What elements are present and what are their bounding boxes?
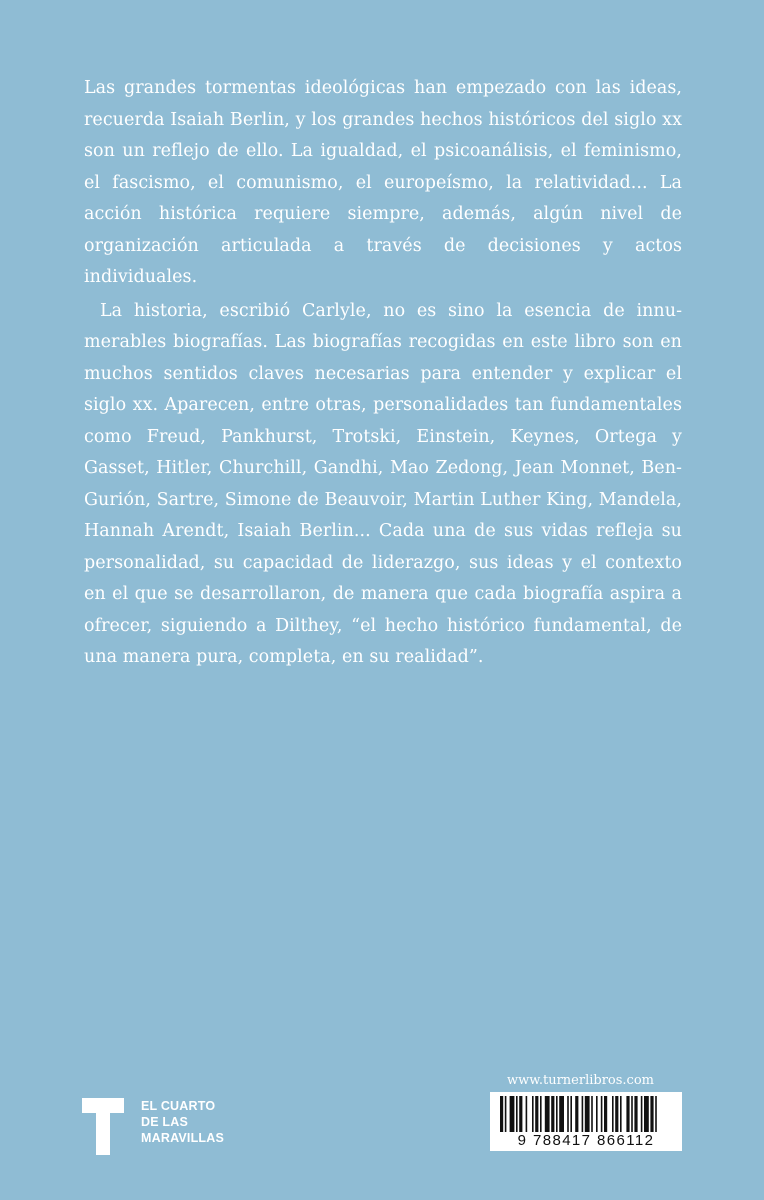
barcode-bar xyxy=(575,1096,578,1132)
publisher-block xyxy=(82,1098,224,1155)
imprint-name xyxy=(141,1098,224,1146)
publisher-website: www.turnerlibros.com xyxy=(507,1073,654,1088)
barcode-bar xyxy=(567,1096,569,1132)
barcode-bar xyxy=(519,1096,522,1132)
isbn-barcode xyxy=(490,1092,682,1151)
barcode-bar xyxy=(582,1096,584,1132)
barcode-bar xyxy=(620,1096,622,1132)
barcode-bar xyxy=(604,1096,607,1132)
blurb-paragraph-2: La historia, escribió Carlyle, no es sino la esencia de innumerables biografías. Las biografías recogidas en este libro son en muchos sentidos claves necesarias para entender y explicar el siglo xx. Aparecen, entre otras, personalidades tan fundamentales como Freud, Pankhurst, Trotski, Einstein, Keynes, Ortega y Gasset, Hitler, Churchill, Gandhi, Mao Zedong, Jean Monnet, Ben-Gurión, Sartre, Simone de Beauvoir, Martin Luther King, Mandela, Hannah Arendt, Isaiah Berlin... Cada una de sus vidas refleja su personalidad, su capacidad de liderazgo, sus ideas y el contexto en el que se desarrollaron, de manera que cada biografía aspira a ofrecer, siguiendo a Dilthey, “el hecho histórico fundamental, de una manera pura, completa, en su realidad”. xyxy=(84,300,682,667)
turner-logo-icon xyxy=(82,1098,124,1155)
barcode-bar xyxy=(634,1096,637,1132)
barcode-bar xyxy=(516,1096,518,1132)
isbn-number: 9 788417 866112 xyxy=(517,1132,655,1149)
barcode-bar xyxy=(556,1096,558,1132)
barcode-bar xyxy=(526,1096,528,1132)
barcode-bar xyxy=(505,1096,507,1132)
blurb-paragraph-1: Las grandes tormentas ideológicas han empezado con las ideas, recuerda Isaiah Berlin, y los grandes hechos históricos del siglo xx son un reflejo de ello. La igualdad, el psicoanálisis, el feminismo, el fascismo, el comunismo, el europeísmo, la relatividad... La acción histórica requiere siempre, además, algún nivel de organización articulada a través de decisiones y actos individuales. xyxy=(84,78,682,287)
barcode-bar xyxy=(641,1096,643,1132)
imprint-line: DE LAS xyxy=(141,1115,189,1129)
barcode-bars-icon xyxy=(490,1092,682,1132)
barcode-bar xyxy=(596,1096,598,1132)
barcode-bar xyxy=(612,1096,614,1132)
barcode-bar xyxy=(650,1096,653,1132)
barcode-bar xyxy=(644,1096,649,1132)
imprint-line: EL CUARTO xyxy=(141,1099,216,1113)
imprint-line: MARAVILLAS xyxy=(141,1131,225,1145)
barcode-bar xyxy=(615,1096,618,1132)
barcode-bar xyxy=(601,1096,603,1132)
barcode-bar xyxy=(545,1096,550,1132)
barcode-bar xyxy=(559,1096,564,1132)
barcode-bar xyxy=(655,1096,657,1132)
barcode-bar xyxy=(535,1096,538,1132)
barcode-bar xyxy=(510,1096,515,1132)
barcode-bar xyxy=(540,1096,542,1132)
back-cover-blurb xyxy=(84,73,682,674)
barcode-bar xyxy=(626,1096,629,1132)
barcode-bar xyxy=(551,1096,554,1132)
barcode-bar xyxy=(585,1096,590,1132)
barcode-bar xyxy=(500,1096,503,1132)
barcode-bar xyxy=(532,1096,534,1132)
barcode-bar xyxy=(591,1096,593,1132)
barcode-bar xyxy=(570,1096,572,1132)
barcode-bar xyxy=(631,1096,633,1132)
